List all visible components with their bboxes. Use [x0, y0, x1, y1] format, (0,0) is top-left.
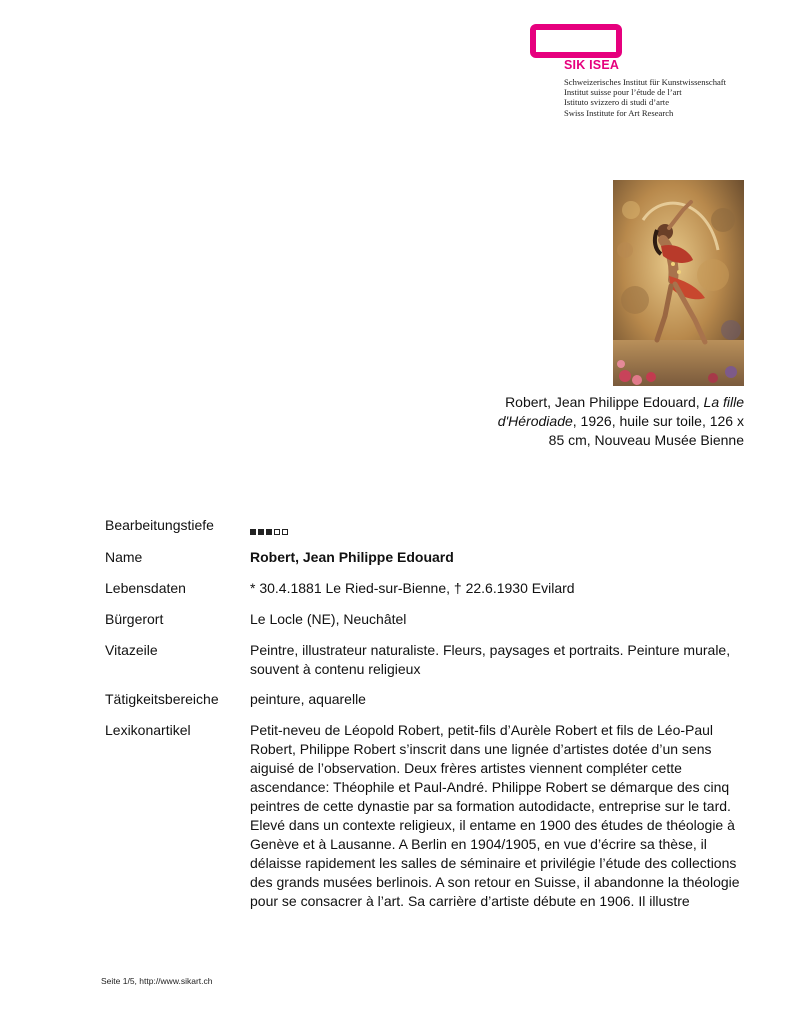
caption-artist: Robert, Jean Philippe Edouard, — [505, 394, 704, 410]
lexikonartikel-value: Petit-neveu de Léopold Robert, petit-fils d’Aurèle Robert et fils de Léo-Paul Robert, Philippe Robert s’inscrit dans une lignée d’artistes dotée d’un sens aiguisé de l’observation. Deux frères artistes viennent compléter cette ascendance: Théophile et Paul-André. Philippe Robert se démarque des cinq peintres de cette dynastie par sa formation autodidacte, entreprise sur le tard. Elevé dans un contexte religieux, il entame en 1900 des études de théologie à Genève et à Lausanne. A Berlin en 1904/1905, en vue d’écrire sa thèse, il délaisse rapidement les salles de séminaire et privilégie l’étude des collections des grands musées berlinois. A son retour en Suisse, il abandonne la théologie pour se consacrer à l’art. Sa carrière d’artiste débute en 1906. Il illustre — [250, 722, 740, 909]
name-value: Robert, Jean Philippe Edouard — [250, 549, 454, 565]
bearbeitungstiefe-label: Bearbeitungstiefe — [105, 517, 214, 533]
caption-title: La fille d'Hérodiade — [497, 394, 744, 429]
depth-square-empty — [282, 529, 288, 535]
depth-square-filled — [250, 529, 256, 535]
vitazeile-value: Peintre, illustrateur naturaliste. Fleurs, paysages et portraits. Peinture murale, souvent à contenu religieux — [250, 642, 731, 677]
name-label: Name — [105, 549, 143, 565]
field-buergerort — [105, 610, 745, 630]
field-taetigkeitsbereiche — [105, 690, 745, 710]
field-name — [105, 548, 745, 568]
field-lebensdaten — [105, 579, 745, 599]
institute-name-it: Istituto svizzero di studi d’arte — [564, 97, 670, 108]
depth-rating-squares — [250, 521, 290, 531]
institute-name-fr: Institut suisse pour l’étude de l’art — [564, 87, 682, 98]
bearbeitungstiefe-indicator — [250, 516, 745, 535]
buergerort-label: Bürgerort — [105, 611, 164, 627]
field-bearbeitungstiefe — [105, 516, 745, 536]
artwork-image — [613, 180, 744, 386]
artwork-caption — [494, 393, 744, 450]
lebensdaten-label: Lebensdaten — [105, 580, 186, 596]
field-lexikonartikel — [105, 721, 745, 931]
vitazeile-label: Vitazeile — [105, 642, 158, 658]
logo-name: SIK ISEA — [564, 58, 620, 72]
page-footer: Seite 1/5, http://www.sikart.ch — [101, 976, 213, 986]
caption-details: , 1926, huile sur toile, 126 x 85 cm, Nouveau Musée Bienne — [548, 413, 744, 448]
taetigkeitsbereiche-value: peinture, aquarelle — [250, 691, 366, 707]
buergerort-value: Le Locle (NE), Neuchâtel — [250, 611, 407, 627]
depth-square-filled — [266, 529, 272, 535]
depth-square-filled — [258, 529, 264, 535]
institute-names — [564, 77, 726, 118]
lebensdaten-value: * 30.4.1881 Le Ried-sur-Bienne, † 22.6.1930 Evilard — [250, 580, 575, 596]
logo-frame-icon — [530, 24, 622, 58]
taetigkeitsbereiche-label: Tätigkeitsbereiche — [105, 691, 219, 707]
institute-name-en: Swiss Institute for Art Research — [564, 107, 674, 118]
institute-name-de: Schweizerisches Institut für Kunstwissenschaft — [564, 77, 727, 87]
artwork-painting — [613, 180, 744, 386]
depth-square-empty — [274, 529, 280, 535]
lexikonartikel-label: Lexikonartikel — [105, 722, 191, 738]
field-vitazeile — [105, 641, 745, 681]
